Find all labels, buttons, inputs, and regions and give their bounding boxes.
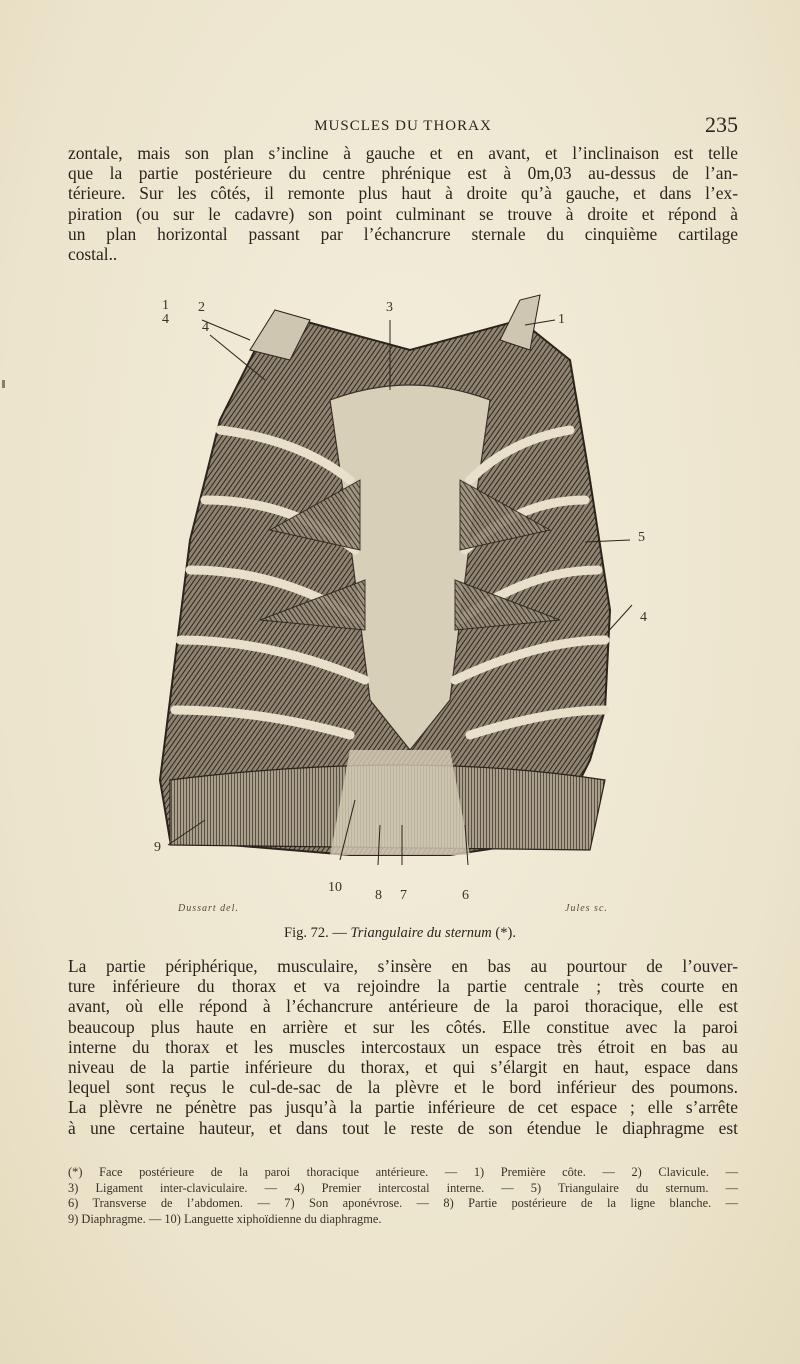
label-2: 2	[198, 300, 205, 315]
page-number: 235	[705, 112, 738, 137]
engraver-signature-right: Jules sc.	[565, 903, 608, 914]
label-1: 1	[162, 298, 169, 313]
linea-alba	[330, 750, 470, 855]
paragraph-top	[68, 143, 738, 264]
text-line: piration (ou sur le cadavre) son point culminant se trouve à droite et répond à	[68, 203, 738, 224]
caption-suffix: (*).	[491, 925, 516, 941]
text-line: costal..	[68, 244, 118, 265]
footnote-line: 9) Diaphragme. — 10) Languette xiphoïdienne du diaphragme.	[68, 1211, 382, 1226]
engraver-signature-left: Dussart del.	[178, 903, 239, 914]
text-line: à une certaine hauteur, et dans tout le reste de son étendue le diaphragme est	[68, 1117, 738, 1138]
label-10: 10	[328, 880, 342, 895]
text-line: ture inférieure du thorax et va rejoindre la partie centrale ; très courte en	[68, 976, 738, 997]
footnote-line: 6) Transverse de l’abdomen. — 7) Son aponévrose. — 8) Partie postérieure de la ligne blanche. —	[68, 1196, 738, 1211]
footnote-line: 3) Ligament inter-claviculaire. — 4) Premier intercostal interne. — 5) Triangulaire du sternum. —	[68, 1180, 738, 1195]
text-line: La plèvre ne pénètre pas jusqu’à la partie inférieure de cet espace ; elle s’arrête	[68, 1097, 738, 1118]
label-9: 9	[154, 840, 161, 855]
label-5: 5	[638, 530, 645, 545]
text-line: que la partie postérieure du centre phrénique est à 0m,03 au-dessus de l’an-	[68, 163, 738, 184]
text-line: La partie périphérique, musculaire, s’insère en bas au pourtour de l’ouver-	[68, 956, 738, 976]
label-4b: 4	[202, 320, 209, 335]
figure-caption	[0, 925, 800, 942]
text-line: beaucoup plus haute en arrière et sur les côtés. Elle constitue avec la paroi	[68, 1016, 738, 1037]
footnote	[68, 1165, 738, 1227]
label-7: 7	[400, 888, 407, 903]
text-line: interne du thorax et les muscles intercostaux un espace très étroit en bas au	[68, 1036, 738, 1057]
text-line: térieure. Sur les côtés, il remonte plus haut à droite qu’à gauche, et dans l’ex-	[68, 183, 738, 204]
anatomical-figure	[150, 280, 670, 903]
caption-prefix: Fig. 72. —	[284, 925, 351, 941]
label-8: 8	[375, 888, 382, 903]
footnote-line: (*) Face postérieure de la paroi thoracique antérieure. — 1) Première côte. — 2) Clavicule. —	[68, 1165, 738, 1179]
text-line: un plan horizontal passant par l’échancrure sternale du cinquième cartilage	[68, 223, 738, 244]
text-line: zontale, mais son plan s’incline à gauche et en avant, et l’inclinaison est telle	[68, 143, 738, 163]
label-4: 4	[162, 312, 169, 327]
text-line: avant, où elle répond à l’échancrure antérieure de la paroi thoracique, elle est	[68, 996, 738, 1017]
margin-mark	[2, 380, 5, 388]
running-header	[68, 114, 738, 138]
label-3: 3	[386, 300, 393, 315]
text-line: niveau de la partie inférieure du thorax, et qui s’élargit en haut, espace dans	[68, 1057, 738, 1078]
text-line: lequel sont reçus le cul-de-sac de la plèvre et le bord inférieur des poumons.	[68, 1077, 738, 1098]
label-6: 6	[462, 888, 469, 903]
running-title: MUSCLES DU THORAX	[314, 118, 492, 134]
thorax-engraving	[150, 280, 670, 900]
label-4-right: 4	[640, 610, 647, 625]
paragraph-bottom	[68, 956, 738, 1138]
caption-title: Triangulaire du sternum	[350, 925, 492, 941]
label-1-right: 1	[558, 312, 565, 327]
